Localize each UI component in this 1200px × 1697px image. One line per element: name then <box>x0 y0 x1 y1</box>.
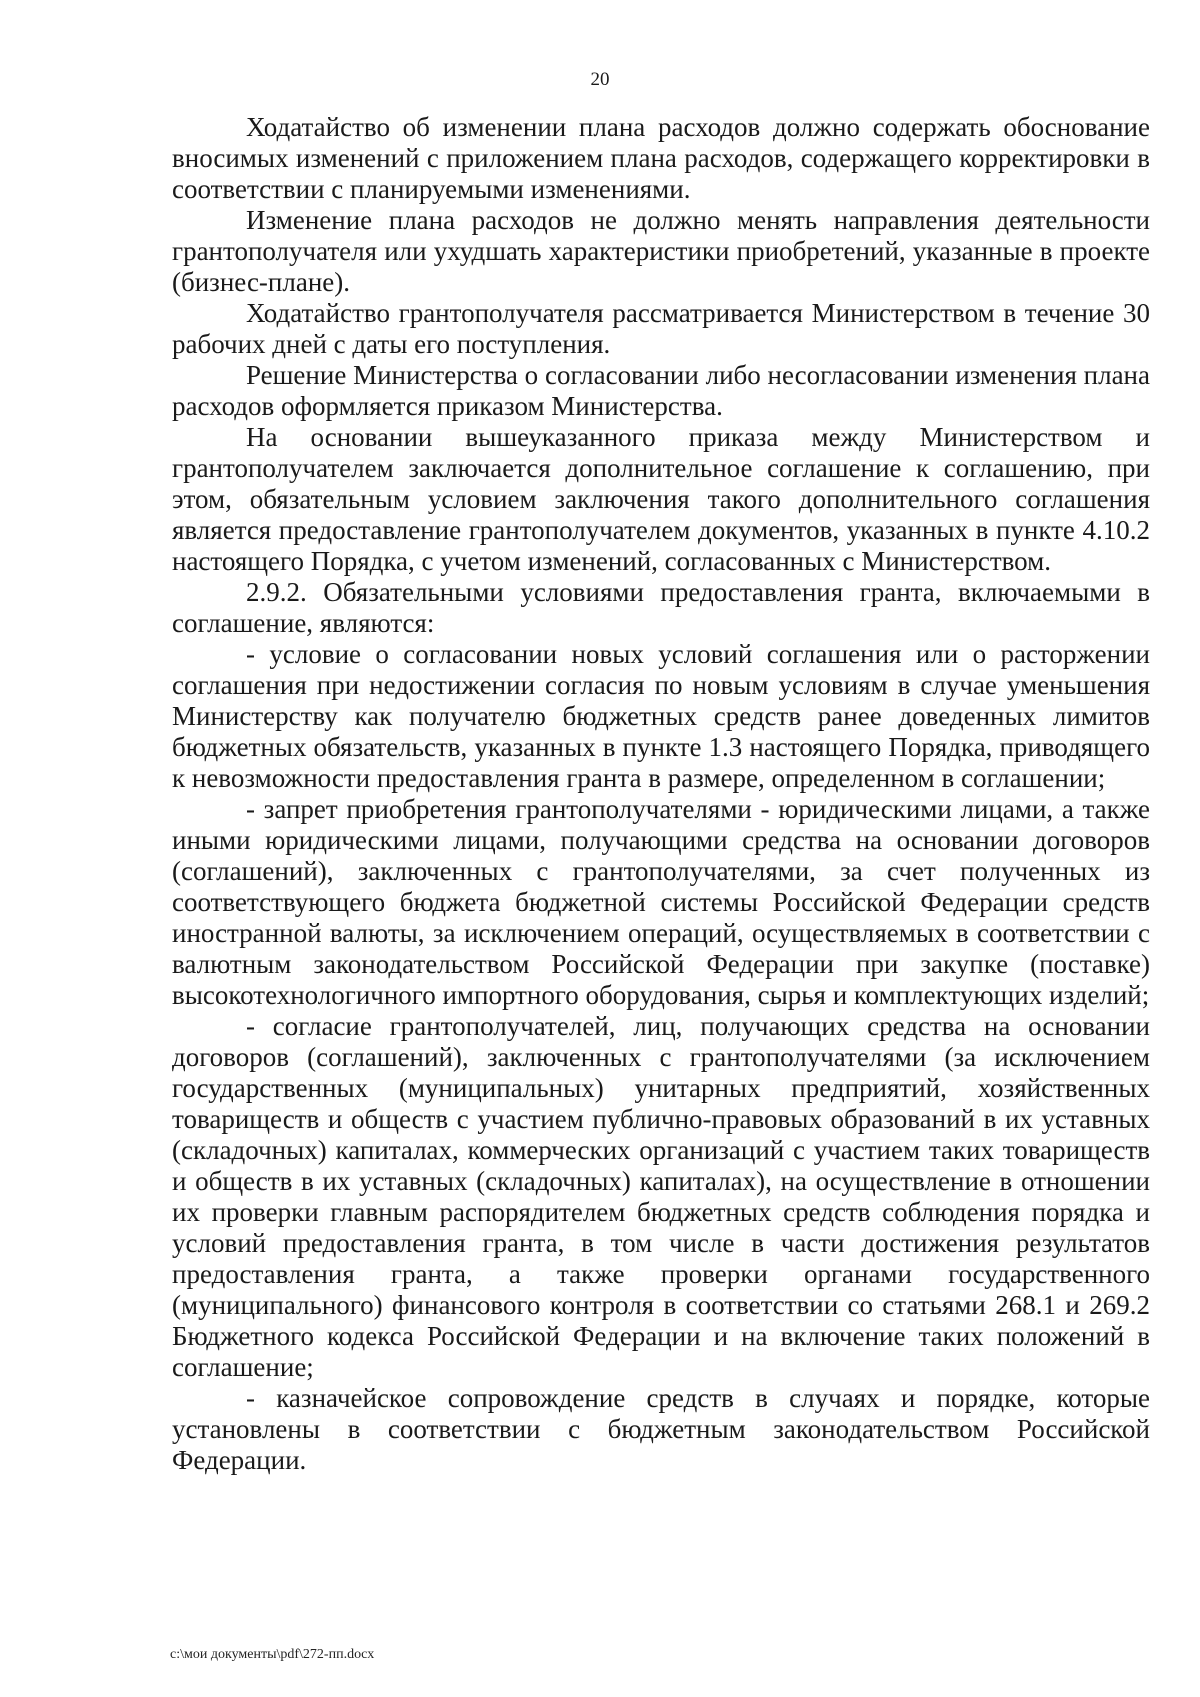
paragraph-additional-agreement: На основании вышеуказанного приказа между Министерством и грантополучателем заключается дополнительное соглашение к соглашению, при этом, обязательным условием заключения такого дополнительного соглашения является предоставление грантополучателем документов, указанных в пункте 4.10.2 настоящего Порядка, с учетом изменений, согласованных с Министерством. <box>172 422 1150 576</box>
paragraph-section-2-9-2: 2.9.2. Обязательными условиями предоставления гранта, включаемыми в соглашение, являются: <box>172 577 1150 638</box>
page-number: 20 <box>590 69 610 90</box>
list-item-foreign-currency-ban: - запрет приобретения грантополучателями - юридическими лицами, а также иными юридическими лицами, получающими средства на основании договоров (соглашений), заключенных с грантополучателями, за счет полученных из соответствующего бюджета бюджетной системы Российской Федерации средств иностранной валюты, за исключением операций, осуществляемых в соответствии с валютным законодательством Российской Федерации при закупке (поставке) высокотехнологичного импортного оборудования, сырья и комплектующих изделий; <box>172 794 1150 1010</box>
paragraph-plan-change-restriction: Изменение плана расходов не должно менять направления деятельности грантополучателя или ухудшать характеристики приобретений, указанные в проекте (бизнес-плане). <box>172 205 1150 297</box>
list-item-renegotiation-condition: - условие о согласовании новых условий соглашения или о расторжении соглашения при недостижении согласия по новым условиям в случае уменьшения Министерству как получателю бюджетных средств ранее доведенных лимитов бюджетных обязательств, указанных в пункте 1.3 настоящего Порядка, приводящего к невозможности предоставления гранта в размере, определенном в соглашении; <box>172 639 1150 793</box>
list-item-treasury-support: - казначейское сопровождение средств в случаях и порядке, которые установлены в соответствии с бюджетным законодательством Российской Федерации. <box>172 1383 1150 1475</box>
document-body <box>172 112 1150 1476</box>
paragraph-petition-justification: Ходатайство об изменении плана расходов должно содержать обоснование вносимых изменений с приложением плана расходов, содержащего корректировки в соответствии с планируемыми изменениями. <box>172 112 1150 204</box>
footer-file-path: c:\мои документы\pdf\272-пп.docx <box>170 1647 375 1662</box>
paragraph-ministry-decision: Решение Министерства о согласовании либо несогласовании изменения плана расходов оформляется приказом Министерства. <box>172 360 1150 421</box>
paragraph-review-period: Ходатайство грантополучателя рассматривается Министерством в течение 30 рабочих дней с даты его поступления. <box>172 298 1150 359</box>
list-item-inspection-consent: - согласие грантополучателей, лиц, получающих средства на основании договоров (соглашений), заключенных с грантополучателями (за исключением государственных (муниципальных) унитарных предприятий, хозяйственных товариществ и обществ с участием публично-правовых образований в их уставных (складочных) капиталах, коммерческих организаций с участием таких товариществ и обществ в их уставных (складочных) капиталах), на осуществление в отношении их проверки главным распорядителем бюджетных средств соблюдения порядка и условий предоставления гранта, в том числе в части достижения результатов предоставления гранта, а также проверки органами государственного (муниципального) финансового контроля в соответствии со статьями 268.1 и 269.2 Бюджетного кодекса Российской Федерации и на включение таких положений в соглашение; <box>172 1011 1150 1382</box>
